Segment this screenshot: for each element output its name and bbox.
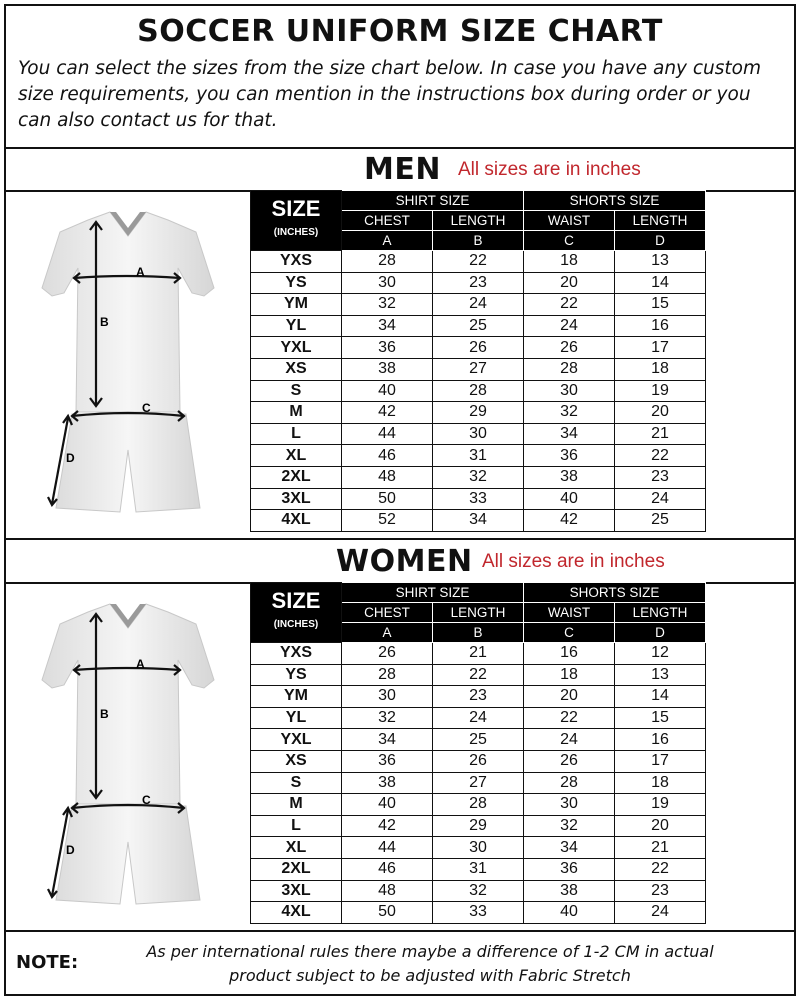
measure-cell: 46 (342, 858, 433, 880)
men-uniform-diagram (30, 200, 230, 520)
measure-cell: 30 (342, 686, 433, 708)
measure-cell: 38 (524, 466, 615, 488)
label-a: A (136, 657, 145, 671)
measure-cell: 25 (433, 729, 524, 751)
waist-header: WAIST (524, 211, 615, 231)
women-section-title: WOMEN (336, 544, 473, 579)
divider (4, 538, 796, 540)
measure-cell: 15 (615, 294, 706, 316)
measure-cell: 26 (342, 643, 433, 665)
table-row (251, 445, 706, 467)
measure-cell: 16 (615, 729, 706, 751)
measure-cell: 17 (615, 337, 706, 359)
shirt-size-header: SHIRT SIZE (342, 191, 524, 211)
waist-header: WAIST (524, 603, 615, 623)
measure-cell: 52 (342, 510, 433, 532)
length-header: LENGTH (615, 603, 706, 623)
shirt-size-header: SHIRT SIZE (342, 583, 524, 603)
measure-cell: 22 (433, 664, 524, 686)
measure-cell: 21 (433, 643, 524, 665)
shirt-shape (42, 212, 214, 412)
size-header: SIZE (INCHES) (251, 583, 342, 643)
table-row (251, 315, 706, 337)
size-cell: XL (251, 837, 342, 859)
table-row (251, 402, 706, 424)
measure-cell: 15 (615, 707, 706, 729)
measure-cell: 23 (433, 686, 524, 708)
measure-cell: 38 (342, 772, 433, 794)
size-cell: L (251, 423, 342, 445)
measure-cell: 24 (433, 707, 524, 729)
table-row (251, 815, 706, 837)
table-row (251, 750, 706, 772)
measure-cell: 19 (615, 380, 706, 402)
measure-cell: 26 (524, 750, 615, 772)
page-title: SOCCER UNIFORM SIZE CHART (137, 14, 663, 49)
measure-cell: 40 (524, 488, 615, 510)
size-cell: XS (251, 358, 342, 380)
men-inches-note: All sizes are in inches (458, 159, 641, 180)
col-d-header: D (615, 623, 706, 643)
measure-cell: 31 (433, 445, 524, 467)
size-cell: 3XL (251, 880, 342, 902)
size-cell: S (251, 380, 342, 402)
table-row (251, 423, 706, 445)
table-row (251, 294, 706, 316)
col-a-header: A (342, 623, 433, 643)
measure-cell: 23 (433, 272, 524, 294)
measure-cell: 33 (433, 488, 524, 510)
measure-cell: 28 (433, 794, 524, 816)
measure-cell: 44 (342, 837, 433, 859)
size-cell: 2XL (251, 466, 342, 488)
measure-cell: 28 (524, 358, 615, 380)
measure-cell: 50 (342, 488, 433, 510)
measure-cell: 32 (524, 402, 615, 424)
col-d-header: D (615, 231, 706, 251)
note-label: NOTE: (16, 952, 79, 973)
table-row (251, 772, 706, 794)
measure-cell: 18 (615, 358, 706, 380)
measure-cell: 33 (433, 902, 524, 924)
measure-cell: 30 (524, 380, 615, 402)
measure-cell: 28 (433, 380, 524, 402)
measure-cell: 14 (615, 686, 706, 708)
shorts-shape (56, 414, 200, 512)
table-row (251, 380, 706, 402)
measure-cell: 23 (615, 466, 706, 488)
size-cell: YXS (251, 643, 342, 665)
measure-cell: 24 (524, 729, 615, 751)
size-cell: 2XL (251, 858, 342, 880)
measure-cell: 16 (615, 315, 706, 337)
measure-cell: 20 (524, 686, 615, 708)
measure-cell: 13 (615, 251, 706, 273)
measure-cell: 28 (342, 664, 433, 686)
women-size-table (250, 582, 706, 924)
measure-cell: 26 (524, 337, 615, 359)
size-cell: 4XL (251, 902, 342, 924)
size-cell: YS (251, 664, 342, 686)
measure-cell: 32 (433, 466, 524, 488)
women-uniform-diagram (30, 592, 230, 912)
measure-cell: 38 (524, 880, 615, 902)
col-b-header: B (433, 623, 524, 643)
measure-cell: 26 (433, 337, 524, 359)
table-row (251, 488, 706, 510)
measure-cell: 20 (615, 402, 706, 424)
table-row (251, 729, 706, 751)
size-cell: L (251, 815, 342, 837)
size-cell: YXL (251, 337, 342, 359)
size-header: SIZE (INCHES) (251, 191, 342, 251)
measure-cell: 32 (433, 880, 524, 902)
size-cell: XS (251, 750, 342, 772)
measure-cell: 27 (433, 358, 524, 380)
table-row (251, 337, 706, 359)
col-a-header: A (342, 231, 433, 251)
measure-cell: 36 (524, 858, 615, 880)
measure-cell: 20 (615, 815, 706, 837)
measure-cell: 16 (524, 643, 615, 665)
measure-cell: 32 (524, 815, 615, 837)
measure-cell: 21 (615, 423, 706, 445)
measure-cell: 20 (524, 272, 615, 294)
label-a: A (136, 265, 145, 279)
label-c: C (142, 793, 151, 807)
label-d: D (66, 451, 75, 465)
measure-cell: 22 (524, 707, 615, 729)
measure-cell: 29 (433, 402, 524, 424)
table-row (251, 643, 706, 665)
measure-cell: 22 (615, 445, 706, 467)
size-cell: YL (251, 707, 342, 729)
measure-cell: 40 (524, 902, 615, 924)
measure-cell: 25 (615, 510, 706, 532)
table-row (251, 510, 706, 532)
measure-cell: 34 (342, 729, 433, 751)
measure-cell: 32 (342, 707, 433, 729)
measure-cell: 30 (433, 837, 524, 859)
measure-cell: 14 (615, 272, 706, 294)
men-size-table (250, 190, 706, 532)
table-row (251, 664, 706, 686)
measure-cell: 48 (342, 466, 433, 488)
measure-cell: 24 (615, 902, 706, 924)
measure-cell: 28 (342, 251, 433, 273)
measure-cell: 30 (342, 272, 433, 294)
table-row (251, 272, 706, 294)
size-cell: M (251, 402, 342, 424)
shorts-size-header: SHORTS SIZE (524, 583, 706, 603)
measure-cell: 42 (342, 402, 433, 424)
measure-cell: 18 (615, 772, 706, 794)
label-b: B (100, 707, 109, 721)
measure-cell: 17 (615, 750, 706, 772)
shirt-shape (42, 604, 214, 804)
measure-cell: 29 (433, 815, 524, 837)
measure-cell: 40 (342, 380, 433, 402)
size-cell: YS (251, 272, 342, 294)
size-cell: YM (251, 294, 342, 316)
length-header: LENGTH (433, 603, 524, 623)
measure-cell: 34 (433, 510, 524, 532)
size-cell: YL (251, 315, 342, 337)
size-cell: 3XL (251, 488, 342, 510)
table-row (251, 358, 706, 380)
measure-cell: 34 (524, 423, 615, 445)
table-row (251, 251, 706, 273)
measure-cell: 30 (524, 794, 615, 816)
women-inches-note: All sizes are in inches (482, 551, 665, 572)
measure-cell: 31 (433, 858, 524, 880)
size-cell: M (251, 794, 342, 816)
measure-cell: 36 (342, 750, 433, 772)
note-text: As per international rules there maybe a difference of 1-2 CM in actual product subject to be adjusted with Fabric Stretch (146, 942, 714, 985)
measure-cell: 42 (342, 815, 433, 837)
measure-cell: 13 (615, 664, 706, 686)
measure-cell: 23 (615, 880, 706, 902)
chest-header: CHEST (342, 211, 433, 231)
measure-cell: 24 (433, 294, 524, 316)
measure-cell: 42 (524, 510, 615, 532)
measure-cell: 32 (342, 294, 433, 316)
measure-cell: 34 (342, 315, 433, 337)
measure-cell: 36 (524, 445, 615, 467)
measure-cell: 34 (524, 837, 615, 859)
measure-cell: 40 (342, 794, 433, 816)
measure-cell: 12 (615, 643, 706, 665)
length-header: LENGTH (433, 211, 524, 231)
measure-cell: 26 (433, 750, 524, 772)
size-cell: 4XL (251, 510, 342, 532)
shorts-size-header: SHORTS SIZE (524, 191, 706, 211)
measure-cell: 27 (433, 772, 524, 794)
size-cell: YM (251, 686, 342, 708)
table-row (251, 686, 706, 708)
men-section-title: MEN (364, 152, 441, 187)
measure-cell: 25 (433, 315, 524, 337)
divider (4, 147, 796, 149)
col-c-header: C (524, 231, 615, 251)
measure-cell: 38 (342, 358, 433, 380)
measure-cell: 22 (433, 251, 524, 273)
size-cell: S (251, 772, 342, 794)
table-row (251, 837, 706, 859)
measure-cell: 18 (524, 664, 615, 686)
measure-cell: 44 (342, 423, 433, 445)
table-row (251, 880, 706, 902)
measure-cell: 22 (524, 294, 615, 316)
chest-header: CHEST (342, 603, 433, 623)
label-c: C (142, 401, 151, 415)
divider (4, 930, 796, 932)
measure-cell: 30 (433, 423, 524, 445)
measure-cell: 21 (615, 837, 706, 859)
table-row (251, 794, 706, 816)
measure-cell: 50 (342, 902, 433, 924)
label-d: D (66, 843, 75, 857)
label-b: B (100, 315, 109, 329)
measure-cell: 18 (524, 251, 615, 273)
measure-cell: 48 (342, 880, 433, 902)
table-row (251, 707, 706, 729)
measure-cell: 28 (524, 772, 615, 794)
size-cell: YXS (251, 251, 342, 273)
size-cell: YXL (251, 729, 342, 751)
col-c-header: C (524, 623, 615, 643)
shorts-shape (56, 806, 200, 904)
size-cell: XL (251, 445, 342, 467)
measure-cell: 22 (615, 858, 706, 880)
col-b-header: B (433, 231, 524, 251)
length-header: LENGTH (615, 211, 706, 231)
table-row (251, 466, 706, 488)
intro-text: You can select the sizes from the size chart below. In case you have any custom size requirements, you can mention in the instructions box during order or you can also contact us for that. (18, 58, 762, 131)
table-row (251, 902, 706, 924)
measure-cell: 19 (615, 794, 706, 816)
table-row (251, 858, 706, 880)
measure-cell: 24 (615, 488, 706, 510)
measure-cell: 36 (342, 337, 433, 359)
measure-cell: 46 (342, 445, 433, 467)
measure-cell: 24 (524, 315, 615, 337)
